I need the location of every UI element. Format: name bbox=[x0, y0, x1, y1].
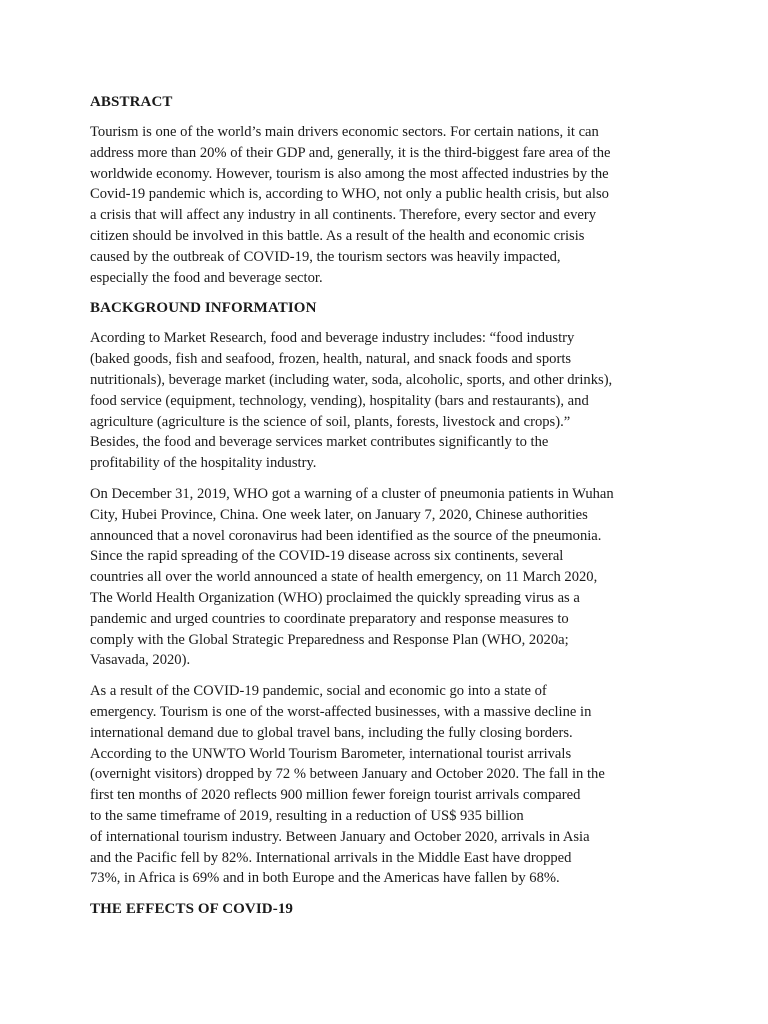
text-line: food service (equipment, technology, vending), hospitality (bars and restaurants), and bbox=[90, 392, 589, 409]
text-line: especially the food and beverage sector. bbox=[90, 269, 323, 286]
text-line: citizen should be involved in this battle. As a result of the health and economic crisis bbox=[90, 227, 585, 244]
text-line: Besides, the food and beverage services market contributes significantly to the bbox=[90, 434, 549, 451]
text-line: The World Health Organization (WHO) proclaimed the quickly spreading virus as a bbox=[90, 589, 580, 606]
background-paragraph-2 bbox=[90, 484, 690, 671]
text-line: agriculture (agriculture is the science of soil, plants, forests, livestock and crops).” bbox=[90, 413, 571, 430]
text-line: countries all over the world announced a state of health emergency, on 11 March 2020, bbox=[90, 569, 598, 586]
text-line: Vasavada, 2020). bbox=[90, 652, 191, 669]
text-line: to the same timeframe of 2019, resulting in a reduction of US$ 935 billion bbox=[90, 807, 524, 824]
text-line: Tourism is one of the world’s main drivers economic sectors. For certain nations, it can bbox=[90, 124, 599, 140]
section-heading-effects: THE EFFECTS OF COVID-19 bbox=[90, 901, 294, 918]
document-page bbox=[90, 92, 690, 929]
text-line: Since the rapid spreading of the COVID-19 disease across six continents, several bbox=[90, 548, 564, 565]
text-line: first ten months of 2020 reflects 900 million fewer foreign tourist arrivals compared bbox=[90, 787, 581, 804]
section-heading-abstract: ABSTRACT bbox=[90, 94, 173, 110]
text-line: Covid-19 pandemic which is, according to WHO, not only a public health crisis, but also bbox=[90, 186, 609, 203]
text-line: pandemic and urged countries to coordinate preparatory and response measures to bbox=[90, 610, 569, 627]
text-line: (baked goods, fish and seafood, frozen, health, natural, and snack foods and sports bbox=[90, 351, 572, 368]
text-line: worldwide economy. However, tourism is also among the most affected industries by the bbox=[90, 165, 609, 182]
text-line: profitability of the hospitality industry. bbox=[90, 455, 317, 472]
text-line: (overnight visitors) dropped by 72 % between January and October 2020. The fall in the bbox=[90, 766, 605, 783]
text-line: a crisis that will affect any industry in all continents. Therefore, every sector and every bbox=[90, 207, 597, 224]
abstract-paragraph bbox=[90, 122, 690, 288]
text-line: and the Pacific fell by 82%. International arrivals in the Middle East have dropped bbox=[90, 849, 572, 866]
text-line: nutritionals), beverage market (including water, soda, alcoholic, sports, and other drinks), bbox=[90, 371, 613, 388]
text-line: According to the UNWTO World Tourism Barometer, international tourist arrivals bbox=[90, 745, 572, 762]
background-paragraph-1 bbox=[90, 328, 690, 474]
text-line: 73%, in Africa is 69% and in both Europe and the Americas have fallen by 68%. bbox=[90, 870, 560, 887]
text-line: emergency. Tourism is one of the worst-affected businesses, with a massive decline in bbox=[90, 703, 592, 720]
text-line: Acording to Market Research, food and beverage industry includes: “food industry bbox=[90, 330, 575, 347]
section-heading-background: BACKGROUND INFORMATION bbox=[90, 300, 317, 317]
text-line: As a result of the COVID-19 pandemic, social and economic go into a state of bbox=[90, 683, 547, 700]
text-line: comply with the Global Strategic Preparedness and Response Plan (WHO, 2020a; bbox=[90, 631, 569, 648]
text-line: address more than 20% of their GDP and, generally, it is the third-biggest fare area of the bbox=[90, 144, 611, 161]
background-paragraph-3 bbox=[90, 681, 690, 889]
text-line: of international tourism industry. Between January and October 2020, arrivals in Asia bbox=[90, 828, 590, 845]
text-line: international demand due to global travel bans, including the fully closing borders. bbox=[90, 724, 573, 741]
text-line: City, Hubei Province, China. One week later, on January 7, 2020, Chinese authorities bbox=[90, 506, 588, 523]
text-line: On December 31, 2019, WHO got a warning of a cluster of pneumonia patients in Wuhan bbox=[90, 485, 614, 502]
text-line: caused by the outbreak of COVID-19, the tourism sectors was heavily impacted, bbox=[90, 248, 561, 265]
text-line: announced that a novel coronavirus had been identified as the source of the pneumonia. bbox=[90, 527, 602, 544]
